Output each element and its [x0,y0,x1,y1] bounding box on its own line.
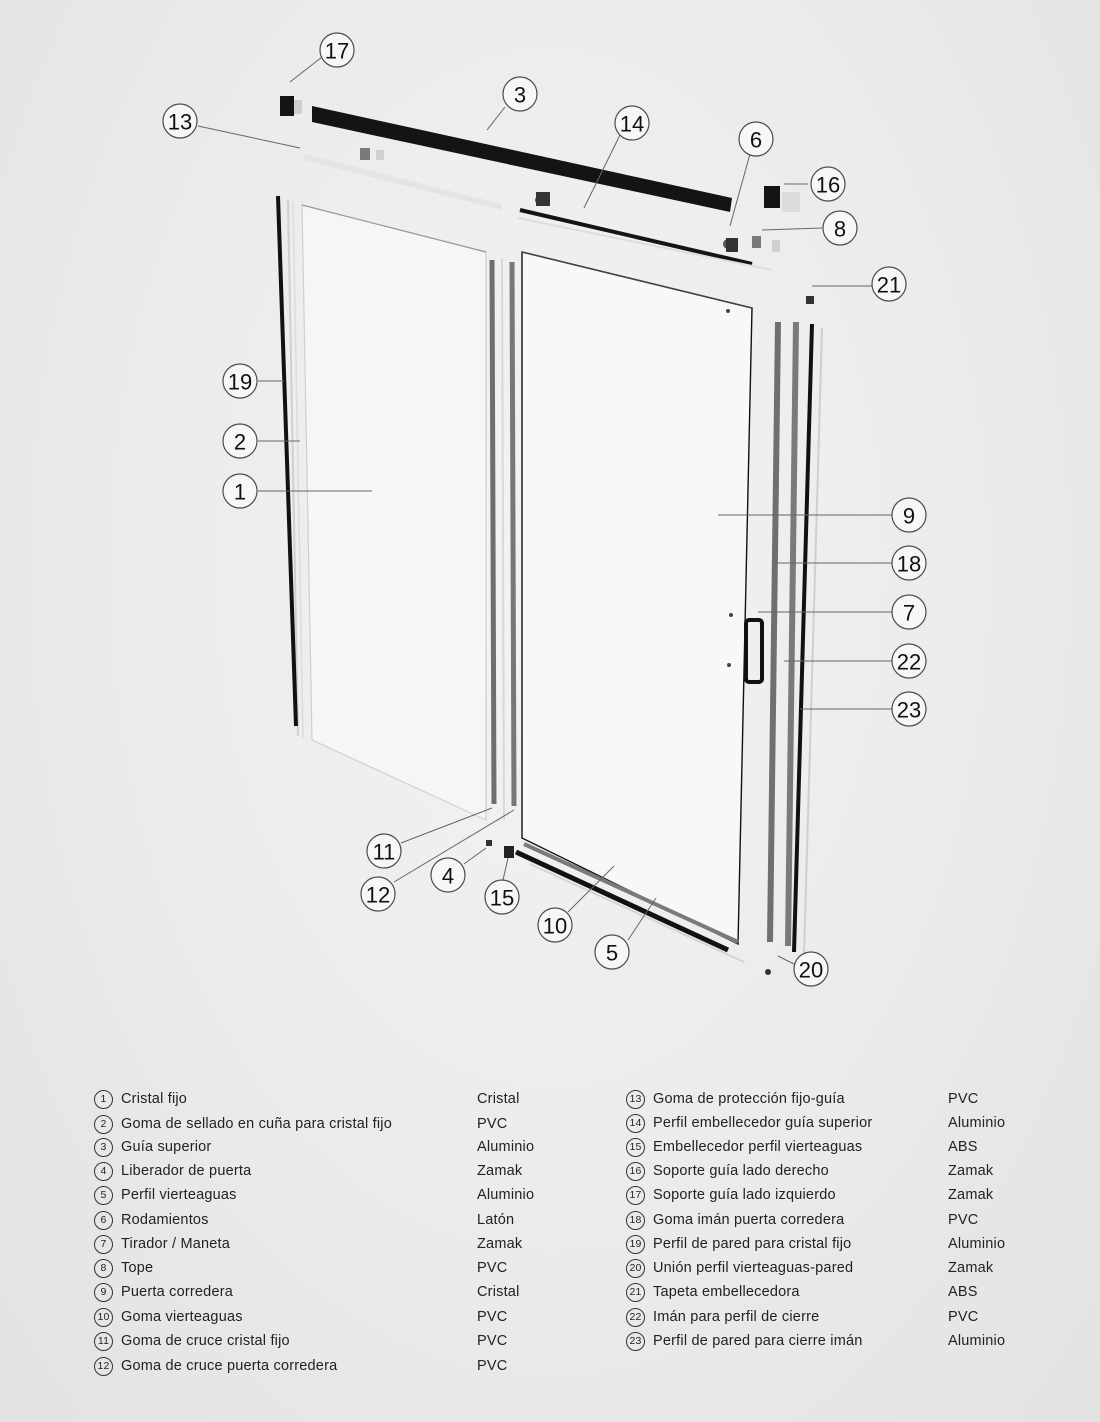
door-handle [746,620,762,682]
left-guide-support [280,96,294,116]
legend-material: ABS [948,1139,978,1155]
threshold-trim [504,846,514,858]
callout-number: 5 [605,940,619,966]
legend-row [626,1160,1066,1182]
legend-material: PVC [477,1358,508,1374]
callout-number: 11 [372,839,396,865]
callout-2 [223,424,257,458]
legend-row [94,1281,554,1303]
legend-number-badge: 20 [626,1259,645,1278]
callout-3 [503,77,537,111]
legend-material: Zamak [948,1187,994,1203]
legend-row [626,1184,1066,1206]
legend-material: Aluminio [948,1115,1006,1131]
callout-number: 22 [896,649,922,675]
callout-8 [823,211,857,245]
legend-material: PVC [477,1116,508,1132]
legend-part-name: Rodamientos [121,1212,209,1228]
legend-row [94,1257,554,1279]
callout-6 [739,122,773,156]
protection-seal-fixed-guide [360,148,370,160]
legend-part-name: Guía superior [121,1139,212,1155]
legend-row [94,1209,554,1231]
legend-material: Aluminio [948,1236,1006,1252]
right-guide-support [764,186,780,208]
legend-number-badge: 23 [626,1332,645,1351]
legend-row [626,1209,1066,1231]
legend-number-badge: 13 [626,1090,645,1109]
legend-row [94,1113,554,1135]
callout-number: 9 [902,503,916,529]
legend-row [94,1233,554,1255]
legend-row [94,1088,554,1110]
magnet-for-closing-profile [788,322,796,946]
legend-material: Zamak [948,1260,994,1276]
callout-number: 19 [227,369,253,395]
callout-18 [892,546,926,580]
door-stop [752,236,761,248]
legend-number-badge: 16 [626,1162,645,1181]
callout-number: 1 [233,479,247,505]
legend-part-name: Perfil embellecedor guía superior [653,1115,873,1131]
callout-number: 13 [167,109,193,135]
callout-20 [794,952,828,986]
crossing-seal-fixed-glass [492,260,494,804]
legend-number-badge: 18 [626,1211,645,1230]
legend-part-name: Goma de cruce cristal fijo [121,1333,290,1349]
legend-part-name: Soporte guía lado derecho [653,1163,829,1179]
legend-row [94,1184,554,1206]
legend-row [626,1233,1066,1255]
legend-number-badge: 15 [626,1138,645,1157]
legend-part-name: Perfil vierteaguas [121,1187,237,1203]
legend-row [94,1355,554,1377]
legend-material: Aluminio [477,1187,535,1203]
legend-part-name: Embellecedor perfil vierteaguas [653,1139,863,1155]
callout-11 [367,834,401,868]
legend-number-badge: 1 [94,1090,113,1109]
callout-17 [320,33,354,67]
legend-row [626,1136,1066,1158]
legend-row [626,1112,1066,1134]
crossing-seal-sliding-door [512,262,514,806]
legend-row [94,1306,554,1328]
legend-material: PVC [477,1309,508,1325]
callout-number: 14 [619,111,645,137]
legend-part-name: Imán para perfil de cierre [653,1309,820,1325]
legend-number-badge: 12 [94,1357,113,1376]
legend-number-badge: 19 [626,1235,645,1254]
legend-material: PVC [948,1309,979,1325]
legend-material: Aluminio [477,1139,535,1155]
callout-21 [872,267,906,301]
magnet-seal-sliding-door [770,322,778,942]
legend-part-name: Liberador de puerta [121,1163,252,1179]
legend-number-badge: 21 [626,1283,645,1302]
legend-material: Aluminio [948,1333,1006,1349]
callout-number: 23 [896,697,922,723]
legend-number-badge: 2 [94,1115,113,1134]
legend-material: PVC [477,1260,508,1276]
callout-14 [615,106,649,140]
callout-19 [223,364,257,398]
legend-material: Zamak [477,1236,523,1252]
callout-1 [223,474,257,508]
callout-22 [892,644,926,678]
callout-23 [892,692,926,726]
callout-number: 7 [902,600,916,626]
legend-material: PVC [477,1333,508,1349]
callout-12 [361,877,395,911]
legend-part-name: Tirador / Maneta [121,1236,231,1252]
callout-number: 2 [233,429,247,455]
legend-part-name: Soporte guía lado izquierdo [653,1187,836,1203]
callout-number: 3 [513,82,527,108]
fixed-glass-panel [302,205,486,820]
threshold-wall-junction [765,969,771,975]
legend-part-name: Goma de cruce puerta corredera [121,1358,338,1374]
legend-row [626,1257,1066,1279]
legend-number-badge: 14 [626,1114,645,1133]
legend-part-name: Goma vierteaguas [121,1309,243,1325]
legend-part-name: Goma de protección fijo-guía [653,1091,845,1107]
legend-number-badge: 3 [94,1138,113,1157]
legend-row [94,1330,554,1352]
callout-4 [431,858,465,892]
legend-material: Cristal [477,1091,520,1107]
legend-number-badge: 17 [626,1186,645,1205]
callout-13 [163,104,197,138]
callout-7 [892,595,926,629]
legend-row [94,1136,554,1158]
callout-number: 6 [749,127,763,153]
legend-material: Zamak [948,1163,994,1179]
legend-row [626,1281,1066,1303]
callout-number: 12 [365,882,391,908]
callout-10 [538,908,572,942]
legend-material: ABS [948,1284,978,1300]
legend-part-name: Tapeta embellecedora [653,1284,800,1300]
legend-row [626,1088,1066,1110]
legend-material: Cristal [477,1284,520,1300]
legend-number-badge: 10 [94,1308,113,1327]
top-guide [312,106,732,212]
legend-part-name: Puerta corredera [121,1284,234,1300]
decorative-cap [806,296,814,304]
callout-number: 10 [542,913,568,939]
callout-16 [811,167,845,201]
legend-number-badge: 9 [94,1283,113,1302]
legend-number-badge: 22 [626,1308,645,1327]
legend-number-badge: 11 [94,1332,113,1351]
legend-number-badge: 7 [94,1235,113,1254]
legend-row [626,1306,1066,1328]
callout-number: 16 [815,172,841,198]
legend-part-name: Cristal fijo [121,1091,188,1107]
legend-row [626,1330,1066,1352]
callout-number: 21 [876,272,902,298]
legend-material: PVC [948,1212,979,1228]
callout-number: 15 [489,885,515,911]
legend-part-name: Unión perfil vierteaguas-pared [653,1260,854,1276]
legend-part-name: Goma de sellado en cuña para cristal fijo [121,1116,392,1132]
parts-drawing [278,96,822,975]
callout-number: 20 [798,957,824,983]
callout-number: 18 [896,551,922,577]
callout-number: 17 [324,38,350,64]
legend-material: Latón [477,1212,515,1228]
legend-part-name: Perfil de pared para cristal fijo [653,1236,852,1252]
callout-15 [485,880,519,914]
door-release [486,840,492,846]
legend-part-name: Tope [121,1260,154,1276]
callout-9 [892,498,926,532]
legend-row [94,1160,554,1182]
legend-number-badge: 6 [94,1211,113,1230]
legend-material: PVC [948,1091,979,1107]
legend-material: Zamak [477,1163,523,1179]
legend-number-badge: 5 [94,1186,113,1205]
sliding-door-glass [522,252,752,944]
callout-number: 4 [441,863,455,889]
top-guide-trim-profile [520,210,752,264]
legend-part-name: Goma imán puerta corredera [653,1212,845,1228]
legend-number-badge: 4 [94,1162,113,1181]
callout-number: 8 [833,216,847,242]
legend-part-name: Perfil de pared para cierre imán [653,1333,863,1349]
callout-5 [595,935,629,969]
legend-number-badge: 8 [94,1259,113,1278]
